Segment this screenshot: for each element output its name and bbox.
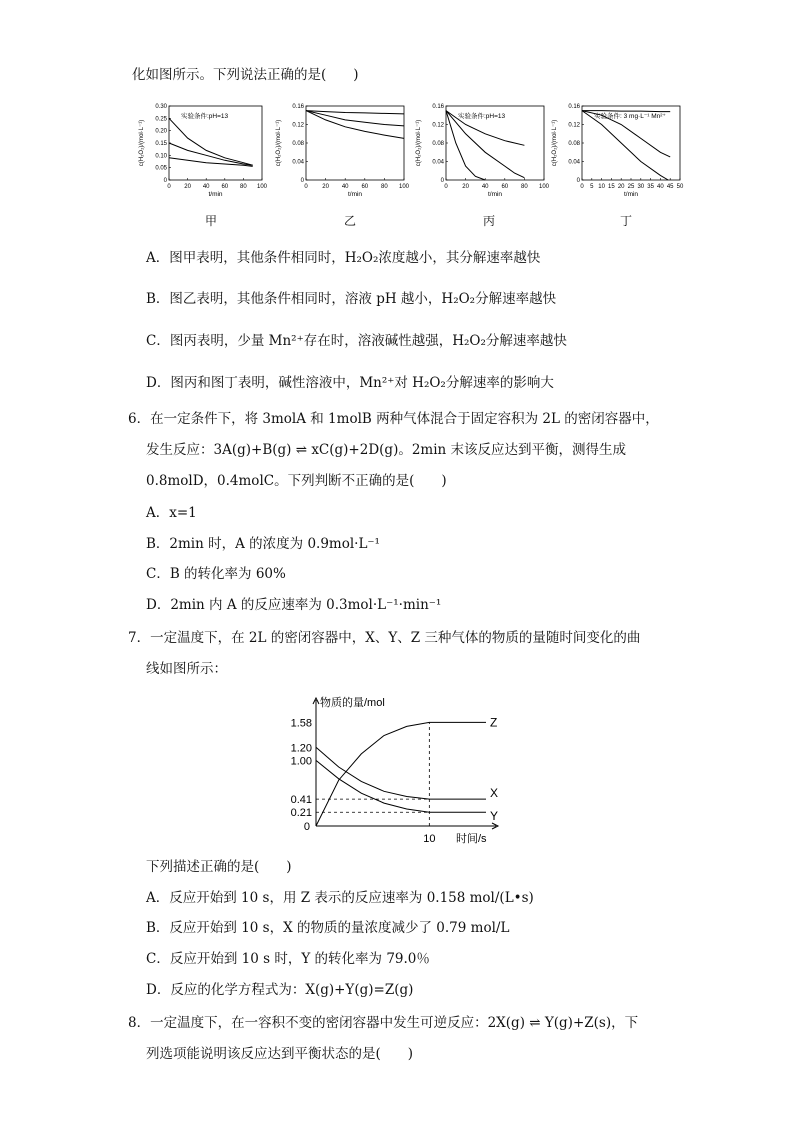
- y-tick-label: 0.04: [432, 159, 444, 166]
- q5-option-d[interactable]: D．图丙和图丁表明，碱性溶液中，Mn²⁺对 H₂O₂分解速率的影响大: [146, 375, 554, 391]
- chart-annotation: 实验条件:pH=13: [181, 113, 229, 120]
- y-tick-label: 1.58: [290, 717, 312, 730]
- q6-option-c[interactable]: C．B 的转化率为 60%: [146, 566, 286, 582]
- y-tick-label: 0: [163, 178, 167, 184]
- x-tick-label: 0: [444, 184, 448, 190]
- x-tick-label: 20: [617, 184, 625, 190]
- y-tick-label: 0.08: [568, 141, 580, 147]
- q7-stem-line1: 7．一定温度下，在 2L 的密闭容器中，X、Y、Z 三种气体的物质的量随时间变化的曲: [128, 630, 641, 646]
- y-axis-label: 物质的量/mol: [320, 697, 385, 709]
- x-tick-label: 20: [184, 184, 191, 190]
- series-line: [582, 111, 670, 112]
- x-tick-label: 45: [666, 184, 674, 190]
- x-tick-label: 10: [423, 833, 436, 845]
- chart-q7: [280, 690, 520, 850]
- x-tick-label: 60: [221, 184, 229, 190]
- y-tick-label: 0.12: [568, 122, 580, 129]
- y-tick-label: 0.25: [155, 116, 167, 123]
- y-tick-label: 0.30: [155, 104, 167, 110]
- q7-option-c[interactable]: C．反应开始到 10 s 时，Y 的转化率为 79.0％: [146, 951, 430, 967]
- y-tick-label: 0.12: [432, 122, 444, 129]
- x-axis-label: t/min: [208, 191, 223, 198]
- x-tick-label: 100: [398, 184, 410, 190]
- y-tick-label: 0.21: [290, 807, 312, 820]
- q8-stem-line1: 8．一定温度下，在一容积不变的密闭容器中发生可逆反应：2X(g) ⇌ Y(g)+Z(s)，下: [128, 1015, 639, 1031]
- x-tick-label: 80: [381, 184, 388, 190]
- x-tick-label: 0: [167, 184, 171, 190]
- y-tick-label: 0.04: [292, 159, 304, 166]
- chart-bing: [412, 100, 552, 200]
- q7-option-b[interactable]: B．反应开始到 10 s，X 的物质的量浓度减少了 0.79 mol/L: [146, 920, 510, 936]
- origin-label: 0: [303, 821, 310, 833]
- q7-option-d[interactable]: D．反应的化学方程式为：X(g)+Y(g)=Z(g): [146, 982, 414, 998]
- x-axis-label: t/min: [487, 191, 503, 198]
- series-line: [306, 111, 404, 114]
- q6-option-a[interactable]: A．x=1: [146, 505, 197, 521]
- x-tick-label: 20: [462, 184, 469, 190]
- series-line-Z: [316, 722, 486, 826]
- x-tick-label: 30: [637, 184, 645, 190]
- x-tick-label: 40: [341, 184, 349, 190]
- q6-option-b[interactable]: B．2min 时，A 的浓度为 0.9mol·L⁻¹: [146, 536, 380, 552]
- x-axis-label: t/min: [623, 191, 639, 198]
- chart-annotation: 实验条件:pH=13: [458, 113, 506, 120]
- y-tick-label: 0.41: [290, 794, 312, 807]
- x-axis-label: 时间/s: [456, 833, 487, 845]
- x-tick-label: 15: [608, 184, 615, 190]
- x-tick-label: 80: [521, 184, 528, 190]
- y-tick-label: 0.08: [432, 141, 444, 147]
- q7-stem-line2: 线如图所示：: [146, 661, 227, 677]
- x-tick-label: 35: [647, 184, 654, 190]
- x-tick-label: 5: [590, 184, 594, 190]
- q5-option-b[interactable]: B．图乙表明，其他条件相同时，溶液 pH 越小，H₂O₂分解速率越快: [146, 291, 557, 307]
- y-tick-label: 0.16: [292, 104, 304, 110]
- x-tick-label: 40: [657, 184, 664, 190]
- x-tick-label: 60: [501, 184, 509, 190]
- y-tick-label: 0.16: [432, 104, 444, 110]
- y-tick-label: 0.16: [568, 104, 580, 110]
- caption-yi: 乙: [344, 214, 357, 228]
- series-label-X: X: [490, 786, 499, 801]
- series-label-Z: Z: [490, 715, 498, 730]
- y-tick-label: 0.05: [155, 165, 167, 172]
- x-tick-label: 10: [598, 184, 605, 190]
- series-line: [582, 111, 668, 180]
- y-tick-label: 0.10: [155, 153, 167, 160]
- q6-stem-line3: 0.8molD，0.4molC。下列判断不正确的是( ): [146, 473, 447, 489]
- y-tick-label: 0.15: [155, 141, 167, 147]
- chart-annotation: 实验条件: 3 mg·L⁻¹ Mn²⁺: [594, 113, 666, 120]
- caption-bing: 丙: [483, 214, 496, 228]
- series-line-X: [316, 747, 486, 799]
- x-tick-label: 0: [580, 184, 584, 190]
- q7-question: 下列描述正确的是( ): [146, 859, 292, 875]
- y-tick-label: 1.00: [290, 755, 312, 768]
- y-tick-label: 0.08: [292, 141, 304, 147]
- x-tick-label: 25: [627, 184, 635, 190]
- x-tick-label: 0: [304, 184, 308, 190]
- q5-option-a[interactable]: A．图甲表明，其他条件相同时，H₂O₂浓度越小，其分解速率越快: [146, 250, 541, 266]
- caption-ding: 丁: [620, 214, 633, 228]
- series-label-Y: Y: [490, 809, 499, 824]
- q6-stem-line1: 6．在一定条件下，将 3molA 和 1molB 两种气体混合于固定容积为 2L 的密闭容器中，: [128, 411, 659, 427]
- y-tick-label: 0.12: [292, 122, 304, 129]
- x-tick-label: 40: [202, 184, 210, 190]
- q5-option-c[interactable]: C．图丙表明，少量 Mn²⁺存在时，溶液碱性越强，H₂O₂分解速率越快: [146, 333, 567, 349]
- y-tick-label: 0: [300, 178, 304, 184]
- y-tick-label: 0: [440, 178, 444, 184]
- series-line-Y: [316, 760, 486, 812]
- x-axis-label: t/min: [347, 191, 363, 198]
- y-axis-label: c(H₂O₂)/(mol·L⁻¹): [139, 119, 145, 167]
- x-tick-label: 60: [361, 184, 369, 190]
- caption-jia: 甲: [205, 214, 218, 228]
- y-tick-label: 0: [576, 178, 580, 184]
- chart-ding: [548, 100, 688, 200]
- x-tick-label: 20: [322, 184, 329, 190]
- y-axis-label: c(H₂O₂)/(mol·L⁻¹): [416, 119, 422, 167]
- y-tick-label: 0.20: [155, 128, 167, 135]
- q6-option-d[interactable]: D．2min 内 A 的反应速率为 0.3mol·L⁻¹·min⁻¹: [146, 597, 442, 613]
- x-tick-label: 100: [538, 184, 550, 190]
- y-tick-label: 1.20: [290, 742, 312, 755]
- series-line: [446, 111, 485, 180]
- y-axis-label: c(H₂O₂)/(mol·L⁻¹): [276, 119, 282, 167]
- q8-stem-line2: 列选项能说明该反应达到平衡状态的是( ): [146, 1046, 414, 1062]
- q7-option-a[interactable]: A．反应开始到 10 s，用 Z 表示的反应速率为 0.158 mol/(L•s): [146, 890, 534, 906]
- series-line: [446, 111, 524, 178]
- question-intro: 化如图所示。下列说法正确的是( ): [132, 67, 359, 83]
- y-tick-label: 0.04: [568, 159, 580, 166]
- x-tick-label: 50: [676, 184, 684, 190]
- chart-yi: [272, 100, 412, 200]
- x-tick-label: 100: [256, 184, 268, 190]
- x-tick-label: 40: [481, 184, 489, 190]
- chart-jia: [135, 100, 270, 200]
- series-line: [169, 118, 253, 165]
- q6-stem-line2: 发生反应：3A(g)+B(g) ⇌ xC(g)+2D(g)。2min 末该反应达到平衡，测得生成: [146, 442, 627, 458]
- y-axis-label: c(H₂O₂)/(mol·L⁻¹): [552, 119, 558, 167]
- x-tick-label: 80: [240, 184, 247, 190]
